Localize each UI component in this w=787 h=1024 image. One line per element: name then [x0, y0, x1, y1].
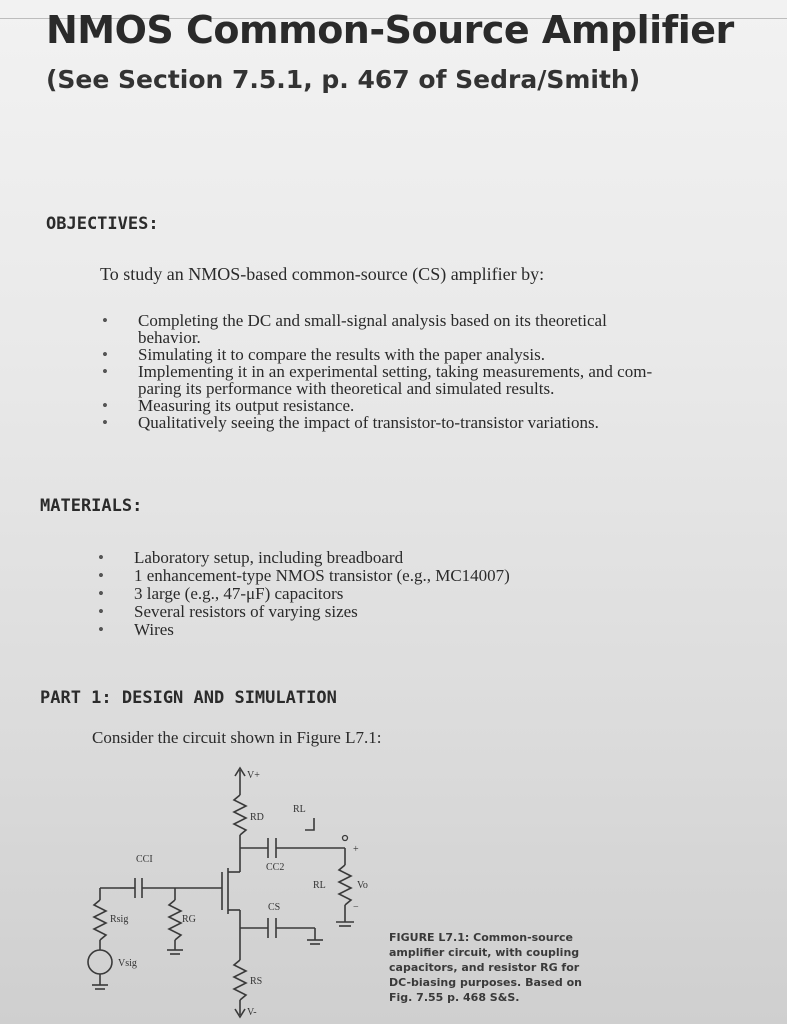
- plus-label: +: [353, 844, 359, 855]
- figure-caption-text: Common-source amplifier circuit, with coupling capacitors, and resistor RG for DC-biasing purposes. Based on Fig. 7.55 p. 468 S&S.: [389, 931, 582, 1004]
- objective-item: [138, 363, 763, 397]
- vo-label: Vo: [357, 880, 368, 891]
- figure-caption: [389, 930, 604, 1005]
- rl-top-label: RL: [293, 804, 306, 815]
- objective-line: paring its performance with theoretical and simulated results.: [138, 379, 555, 398]
- objectives-list: [138, 312, 763, 431]
- objectives-heading: OBJECTIVES:: [46, 214, 159, 234]
- objective-item: [138, 414, 763, 431]
- rl-label: RL: [313, 880, 326, 891]
- objective-line: Simulating it to compare the results with the paper analysis.: [138, 345, 545, 364]
- objective-line: Qualitatively seeing the impact of transistor-to-transistor variations.: [138, 413, 599, 432]
- vsig-label: Vsig: [118, 958, 137, 969]
- objective-line: behavior.: [138, 328, 201, 347]
- rsig-label: Rsig: [110, 914, 129, 925]
- minus-label: −: [353, 902, 359, 913]
- vss-label: V-: [247, 1007, 257, 1018]
- objective-line: Measuring its output resistance.: [138, 396, 355, 415]
- cc2-label: CC2: [266, 862, 285, 873]
- cc1-label: CCI: [136, 854, 153, 865]
- cs-label: CS: [268, 902, 281, 913]
- circuit-wires: [88, 768, 354, 1017]
- objective-item: [138, 397, 763, 414]
- objective-line: Completing the DC and small-signal analysis based on its theoretical: [138, 311, 607, 330]
- rd-label: RD: [250, 812, 264, 823]
- rs-label: RS: [250, 976, 263, 987]
- materials-heading: MATERIALS:: [40, 496, 143, 516]
- material-item: • Laboratory setup, including breadboard: [134, 549, 634, 567]
- material-item: • Several resistors of varying sizes: [134, 603, 634, 621]
- page-subtitle: (See Section 7.5.1, p. 467 of Sedra/Smith): [46, 65, 641, 94]
- objectives-intro: To study an NMOS-based common-source (CS) amplifier by:: [100, 264, 545, 284]
- figure-caption-label: FIGURE L7.1:: [389, 931, 470, 944]
- vdd-label: V+: [247, 770, 260, 781]
- material-item: • 1 enhancement-type NMOS transistor (e.g., MC14007): [134, 567, 634, 585]
- material-item: • 3 large (e.g., 47-μF) capacitors: [134, 585, 634, 603]
- objective-item: [138, 312, 763, 346]
- page-title: NMOS Common-Source Amplifier: [46, 8, 734, 52]
- materials-list: [134, 549, 634, 639]
- part1-intro: Consider the circuit shown in Figure L7.1:: [92, 728, 382, 747]
- objective-line: Implementing it in an experimental setting, taking measurements, and com-: [138, 362, 653, 381]
- objective-item: [138, 346, 763, 363]
- rg-label: RG: [182, 914, 196, 925]
- part1-heading: PART 1: DESIGN AND SIMULATION: [40, 688, 337, 708]
- material-item: • Wires: [134, 621, 634, 639]
- circuit-diagram: [80, 760, 390, 1020]
